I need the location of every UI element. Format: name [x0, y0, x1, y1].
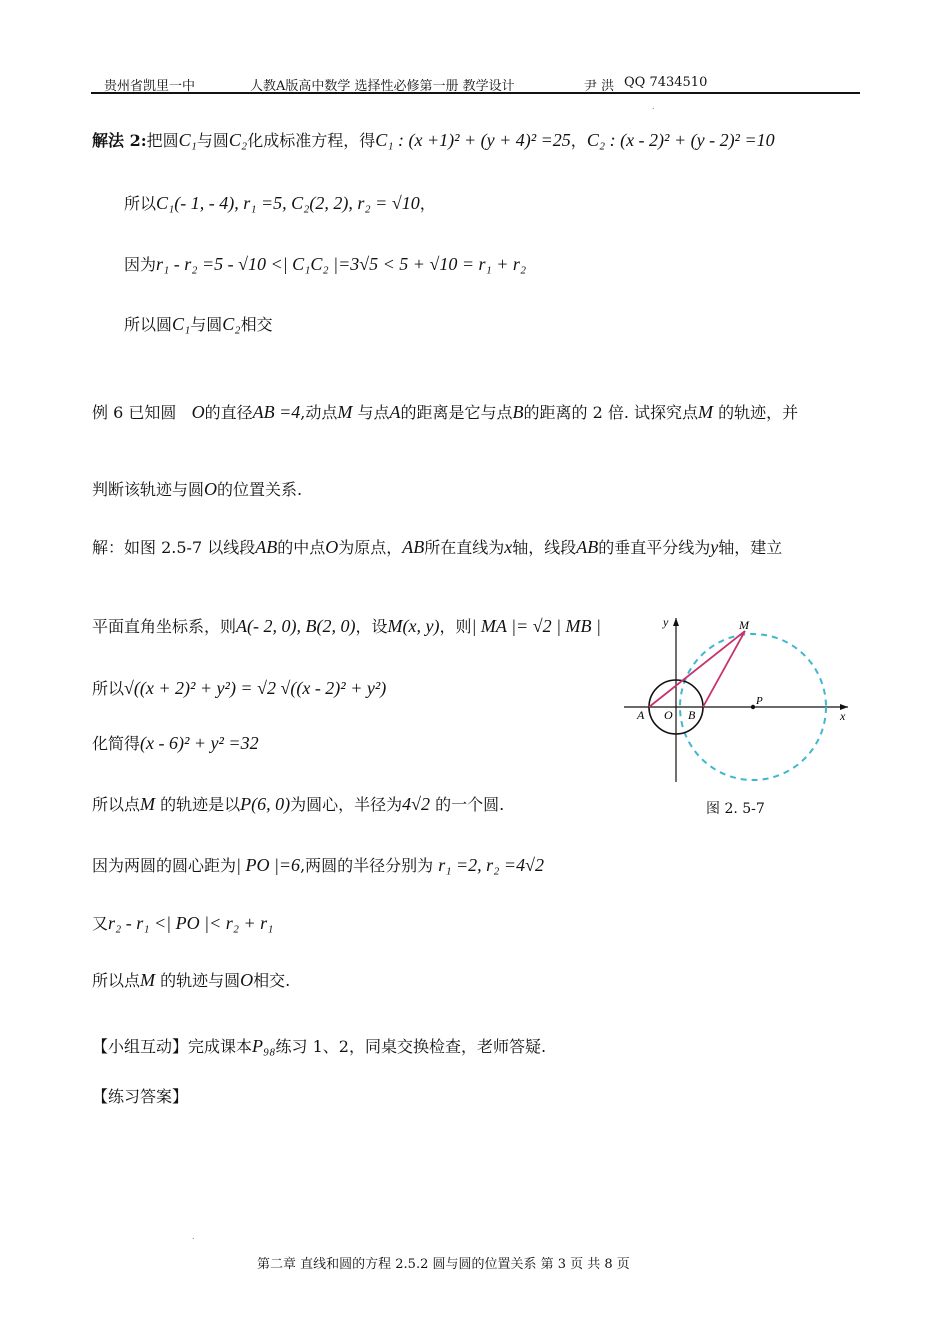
label-b: B	[688, 708, 696, 722]
sol-l8b: 的轨迹与圆	[160, 971, 241, 990]
method2-label: 解法 2:	[92, 131, 147, 150]
ex6-b: 的直径	[204, 403, 253, 422]
solution-line7	[92, 911, 273, 936]
sol-e: 轴，线段	[512, 538, 577, 557]
point-a: A	[389, 402, 401, 422]
stray-mark: .	[192, 1232, 195, 1241]
so-tail: ，	[419, 194, 436, 213]
centers-radii: C₁(- 1, - 4), r₁ =5, C₂(2, 2), r₂ = √10	[156, 193, 420, 213]
page-ref: P₉₈	[252, 1036, 276, 1056]
answers-heading: 【练习答案】	[92, 1087, 189, 1106]
segment-ab: AB	[576, 537, 599, 557]
radii-values: r₁ =2, r₂ =4√2	[438, 855, 544, 875]
segment-mb	[703, 631, 745, 707]
header-course: 人教A版高中数学 选择性必修第一册 教学设计	[250, 79, 515, 94]
sol-l5a: 所以点	[92, 795, 141, 814]
ex6-a: 例 6 已知圆	[92, 403, 177, 422]
sol-c: 为原点，	[338, 538, 403, 557]
center-p: P(6, 0)	[240, 794, 291, 814]
sol-l2b: ，设	[355, 617, 388, 636]
method2-line1	[92, 128, 775, 153]
segment-ab: AB	[255, 537, 278, 557]
x-axis-label: x	[840, 709, 846, 723]
sol-f: 的垂直平分线为	[598, 538, 711, 557]
sol-b: 的中点	[277, 538, 326, 557]
point-m: M	[140, 970, 156, 990]
solution-line6	[92, 853, 544, 878]
header-school: 贵州省凯里一中	[104, 79, 196, 94]
method2-line4	[124, 312, 273, 337]
segment-ab: AB	[402, 537, 425, 557]
method2-sep: ，	[570, 131, 587, 150]
diameter-ab: AB =4	[252, 402, 301, 422]
distance-inequality: r₁ - r₂ =5 - √10 <| C₁C₂ |=3√5 < 5 + √10 = r₁ + r₂	[156, 254, 527, 274]
sol-l6a: 因为两圆的圆心距为	[92, 856, 237, 875]
header-author: 尹 洪	[584, 79, 615, 94]
point-m: M	[337, 402, 353, 422]
label-a: A	[637, 708, 645, 722]
ex6-g: 的轨迹，并	[718, 403, 799, 422]
sol-l8c: 相交.	[253, 971, 291, 990]
label-m: M	[739, 618, 749, 632]
header-qq: QQ 7434510	[624, 75, 708, 90]
ex6-l2a: 判断该轨迹与圆	[92, 480, 205, 499]
y-axis-arrow-icon	[673, 618, 679, 626]
point-m: M	[698, 402, 714, 422]
po-distance: | PO |=6	[236, 855, 301, 875]
sol-g: 轴，建立	[718, 538, 783, 557]
c2-label: C₂	[222, 314, 241, 334]
figure-2-5-7	[620, 610, 860, 810]
point-o: O	[191, 402, 205, 422]
sol-l2a: 平面直角坐标系，则	[92, 617, 237, 636]
point-o: O	[204, 479, 218, 499]
method2-line2	[124, 191, 436, 216]
footer: 第二章 直线和圆的方程 2.5.2 圆与圆的位置关系 第 3 页 共 8 页	[257, 1257, 630, 1272]
y-axis-label: y	[663, 615, 669, 629]
solution-line5	[92, 792, 504, 817]
equation-c1: C₁ : (x +1)² + (y + 4)² =25	[375, 130, 571, 150]
c2-label: C₂	[228, 130, 248, 150]
conclusion-a: 所以圆	[124, 315, 173, 334]
conclusion-c: 相交	[240, 315, 273, 334]
group-a: 【小组互动】完成课本	[92, 1037, 253, 1056]
sol-l3a: 所以	[92, 679, 125, 698]
conclusion-b: 与圆	[190, 315, 223, 334]
point-b: B	[512, 402, 524, 422]
point-p-dot	[751, 705, 755, 709]
radius-inequality: r₂ - r₁ <| PO |< r₂ + r₁	[108, 913, 274, 933]
method2-intro: 把圆	[146, 131, 179, 150]
solution-line3	[92, 676, 386, 701]
ex6-f: 的距离的 2 倍. 试探究点	[523, 403, 699, 422]
distance-equation: √((x + 2)² + y²) = √2 √((x - 2)² + y²)	[124, 678, 387, 698]
example6-line2	[92, 477, 302, 502]
point-m: M	[140, 794, 156, 814]
point-m-xy: M(x, y)	[387, 616, 440, 636]
c1-label: C₁	[178, 130, 197, 150]
label-o: O	[664, 708, 673, 722]
group-activity	[92, 1034, 546, 1059]
ex6-d: 与点	[357, 403, 390, 422]
y-var: y	[710, 537, 719, 557]
sol-d: 所在直线为	[424, 538, 505, 557]
stray-mark: .	[652, 102, 655, 111]
ex6-e: 的距离是它与点	[400, 403, 513, 422]
solution-line4	[92, 731, 259, 756]
sol-l5b: 的轨迹是以	[160, 795, 241, 814]
because-label: 因为	[124, 255, 157, 274]
solution-line2	[92, 614, 601, 639]
header-rule	[91, 92, 860, 94]
sol-l2c: ，则	[439, 617, 472, 636]
radius-value: 4√2	[402, 794, 431, 814]
point-o: O	[240, 970, 254, 990]
sol-l8a: 所以点	[92, 971, 141, 990]
sol-a: 解：如图 2.5-7 以线段	[92, 538, 256, 557]
group-b: 练习 1、2，同桌交换检查，老师答疑.	[275, 1037, 547, 1056]
sol-l4a: 化简得	[92, 734, 141, 753]
simplified-equation: (x - 6)² + y² =32	[140, 733, 259, 753]
figure-caption: 图 2. 5-7	[706, 801, 765, 817]
label-p: P	[756, 695, 763, 707]
ma-mb-relation: | MA |= √2 | MB |	[471, 616, 601, 636]
sol-l7a: 又	[92, 914, 109, 933]
example6-line1	[92, 400, 798, 425]
solution-line8	[92, 968, 290, 993]
ex6-l2b: 的位置关系.	[217, 480, 303, 499]
sol-l5c: 为圆心，半径为	[290, 795, 403, 814]
equation-c2: C₂ : (x - 2)² + (y - 2)² =10	[586, 130, 775, 150]
sol-l6b: ,两圆的半径分别为	[300, 856, 434, 875]
point-o: O	[325, 537, 339, 557]
coords-ab: A(- 2, 0), B(2, 0)	[236, 616, 356, 636]
sol-l5d: 的一个圆.	[435, 795, 505, 814]
method2-with: 与圆	[196, 131, 229, 150]
method2-convert: 化成标准方程，得	[247, 131, 376, 150]
so-label: 所以	[124, 194, 157, 213]
x-var: x	[504, 537, 513, 557]
ex6-c: ,动点	[300, 403, 338, 422]
segment-ma	[649, 631, 745, 707]
method2-line3	[124, 252, 526, 277]
solution-line1	[92, 535, 782, 560]
c1-label: C₁	[172, 314, 191, 334]
